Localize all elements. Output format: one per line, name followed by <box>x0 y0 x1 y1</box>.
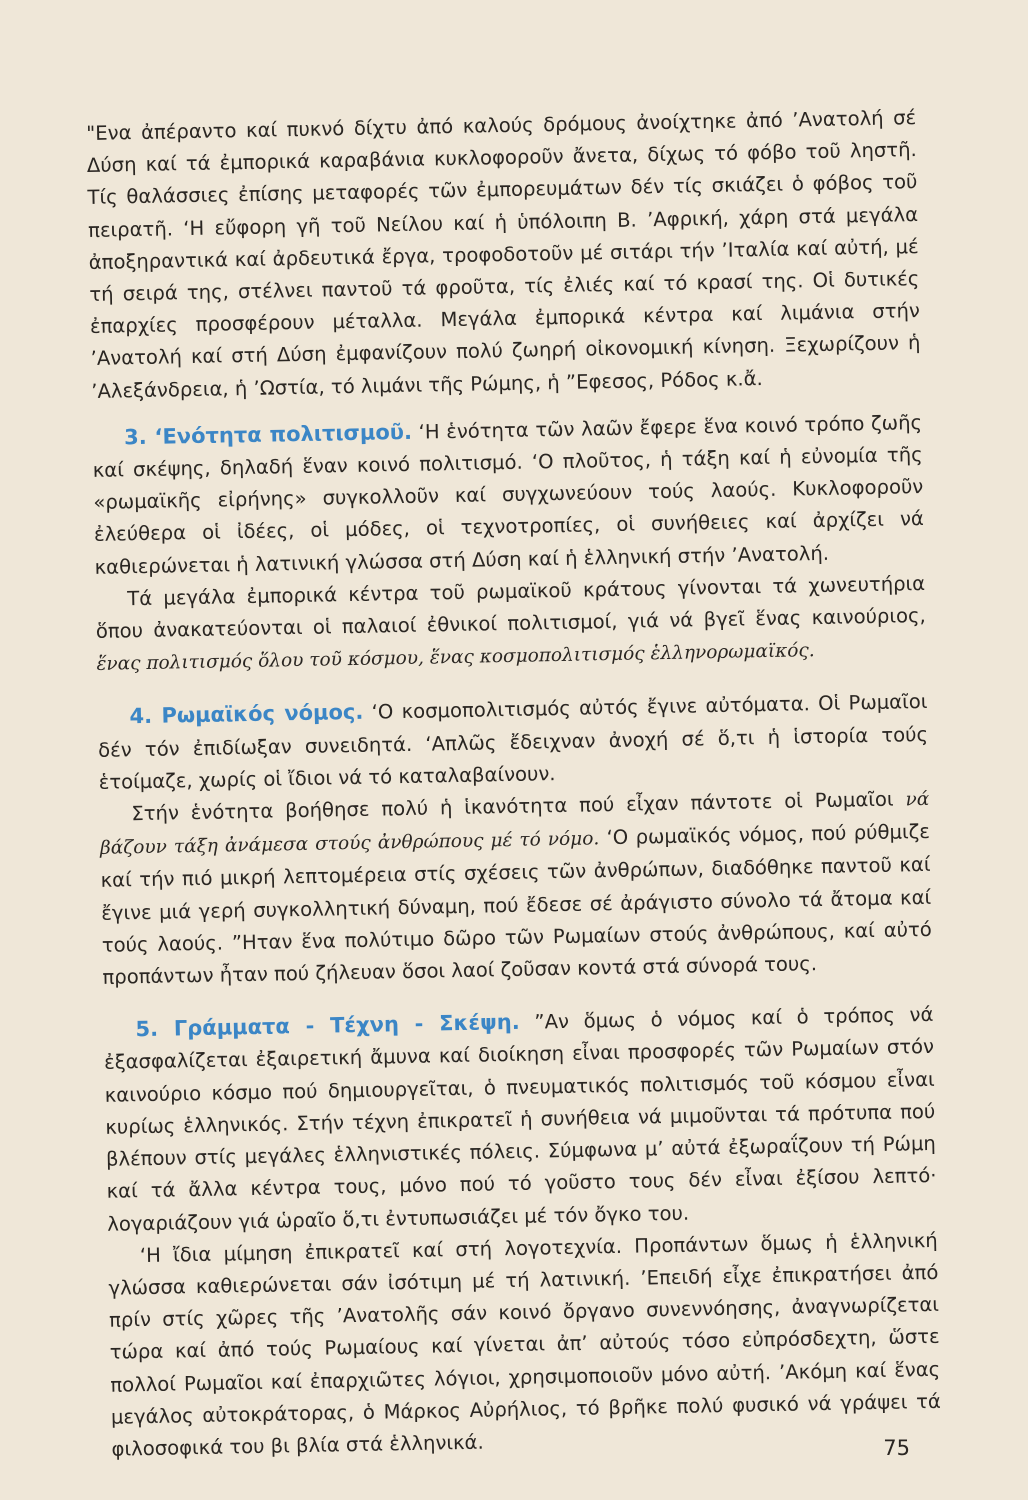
section-5-heading: 5. Γράμματα - Τέχνη - Σκέψη. <box>135 1010 520 1042</box>
section-4-paragraph-2 <box>99 783 933 994</box>
section-5-paragraph-2: ‘Η ἴδια μίμηση ἐπικρατεῖ καί στή λογοτεχνία. Προπάντων ὅμως ἡ ἑλληνική γλώσσα καθιερώνεται σάν ἰσότιμη μέ τή λατινική. ’Επειδή εἶχε ἐπικρατήσει ἀπό πρίν στίς χῶρες τῆς ’Ανατολῆς σάν κοινό ὄργανο συνεννόησης, ἀναγνωρίζεται τώρα καί ἀπό τούς Ρωμαίους καί γίνεται ἀπ’ αὐτούς τόσο εὐπρόσδεχτη, ὥστε πολλοί Ρωμαῖοι καί ἐπαρχιῶτες λόγιοι, χρησιμοποιοῦν μόνο αὐτή. ’Ακόμη καί ἕνας μεγάλος αὐτοκράτορας, ὁ Μάρκος Αὐρήλιος, τό βρῆκε πολύ φυσικό νά γράψει τά φιλοσοφικά του βι βλία στά ἑλληνικά. <box>108 1228 942 1461</box>
section-3-heading: 3. ‘Ενότητα πολιτισμοῦ. <box>123 419 413 450</box>
intro-paragraph: "Ενα ἀπέραντο καί πυκνό δίχτυ ἀπό καλούς δρόμους ἀνοίχτηκε ἀπό ’Ανατολή σέ Δύση καί τά ἐμπορικά καραβάνια κυκλοφοροῦν ἄνετα, δίχως τό φόβο τοῦ ληστῆ. Τίς θαλάσσιες ἐπίσης μεταφορές τῶν ἐμπορευμάτων δέν τίς σκιάζει ὁ φόβος τοῦ πειρατῆ. ‘Η εὔφορη γῆ τοῦ Νείλου καί ἡ ὑπόλοιπη Β. ’Αφρική, χάρη στά μεγάλα ἀποξηραντικά καί ἀρδευτικά ἔργα, τροφοδοτοῦν μέ σιτάρι τήν ’Ιταλία καί αὐτή, μέ τή σειρά της, στέλνει παντοῦ τά φροῦτα, τίς ἐλιές καί τό κρασί της. Οἱ δυτικές ἐπαρχίες προσφέρουν μέταλλα. Μεγάλα ἐμπορικά κέντρα καί λιμάνια στήν ’Ανατολή καί στή Δύση ἐμφανίζουν πολύ ζωηρή οἰκονομική κίνηση. Ξεχωρίζουν ἡ ’Αλεξάνδρεια, ἡ ’Ωστία, τό λιμάνι τῆς Ρώμης, ἡ ”Εφεσος, Ρόδος κ.ἄ. <box>86 106 921 403</box>
page-text <box>86 102 942 1466</box>
section-4-heading: 4. Ρωμαϊκός νόμος. <box>129 700 364 729</box>
section-3-text-2: Τά μεγάλα ἐμπορικά κέντρα τοῦ ρωμαϊκοῦ κράτους γίνονται τά χωνευτήρια ὅπου ἀνακατεύονται οἱ παλαιοί ἐθνικοί πολιτισμοί, γιά νά βγεῖ ἕνας καινούριος, <box>95 571 926 643</box>
section-3-text: ‘Η ἑνότητα τῶν λαῶν ἔφερε ἕνα κοινό τρόπο ζωῆς καί σκέψης, δηλαδή ἕναν κοινό πολιτισμό. ‘Ο πλοῦτος, ἡ τάξη καί ἡ εὐνομία τῆς «ρωμαϊκῆς εἰρήνης» συγκολλοῦν καί συγχωνεύουν τούς λαούς. Κυκλοφοροῦν ἐλεύθερα οἱ ἰδέες, οἱ μόδες, οἱ τεχνοτροπίες, οἱ συνήθειες καί ἀρχίζει νά καθιερώνεται ἡ λατινική γλώσσα στή Δύση καί ἡ ἑλληνική στήν ’Ανατολή. <box>92 410 925 579</box>
section-4-text: ‘Ο κοσμοπολιτισμός αὐτός ἔγινε αὐτόματα. Οἱ Ρωμαῖοι δέν τόν ἐπιδίωξαν συνειδητά. ‘Απλῶς ἔδειχναν ἀνοχή σέ ὅ,τι ἡ ἱστορία τούς ἑτοίμαζε, χωρίς οἱ ἴδιοι νά τό καταλαβαίνουν. <box>97 690 929 794</box>
section-4-paragraph <box>97 685 929 799</box>
section-3-paragraph <box>92 406 925 584</box>
section-5-paragraph <box>103 998 937 1240</box>
page-number: 75 <box>883 1436 910 1460</box>
section-4-italic: νά βάζουν τάξη ἀνάμεσα στούς ἀνθρώπους μέ τό νόμο. <box>99 789 930 860</box>
section-4-text-2b: ‘Ο ρωμαϊκός νόμος, πού ρύθμιζε καί τήν πιό μικρή λεπτομέρεια στίς σχέσεις τῶν ἀνθρώπων, διαδόθηκε παντοῦ καί ἔγινε μιά γερή συγκολλητική δύναμη, πού ἔδεσε σέ ἀράγιστο σύνολο τά ἄτομα καί τούς λαούς. ”Ηταν ἕνα πολύτιμο δῶρο τῶν Ρωμαίων στούς ἀνθρώπους, καί αὐτό προπάντων ἦταν πού ζήλευαν ὅσοι λαοί ζοῦσαν κοντά στά σύνορά τους. <box>100 820 932 989</box>
section-3-italic: ἕνας πολιτισμός ὅλου τοῦ κόσμου, ἕνας κοσμοπολιτισμός ἑλληνορωμαϊκός. <box>96 640 815 676</box>
section-4-text-2a: Στήν ἑνότητα βοήθησε πολύ ἡ ἱκανότητα πού εἶχαν πάντοτε οἱ Ρωμαῖοι <box>131 787 894 826</box>
section-3-paragraph-2 <box>95 568 927 682</box>
section-5-text: ”Αν ὅμως ὁ νόμος καί ὁ τρόπος νά ἐξασφαλίζεται ἐξαιρετική ἄμυνα καί διοίκηση εἶναι προσφορές τῶν Ρωμαίων στόν καινούριο κόσμο πού δημιουργεῖται, ὁ πνευματικός πολιτισμός τοῦ κόσμου εἶναι κυρίως ἑλληνικός. Στήν τέχνη ἐπικρατεῖ ἡ συνήθεια νά μιμοῦνται τά πρότυπα πού βλέπουν στίς μεγάλες ἑλληνιστικές πόλεις. Σύμφωνα μ’ αὐτά ἐξωραΐζουν τή Ρώμη καί τά ἄλλα κέντρα τους, μόνο πού τό γοῦστο τους δέν εἶναι ἐξίσου λεπτό· λογαριάζουν γιά ὡραῖο ὅ,τι ἐντυπωσιάζει μέ τόν ὄγκο του. <box>103 1003 937 1236</box>
